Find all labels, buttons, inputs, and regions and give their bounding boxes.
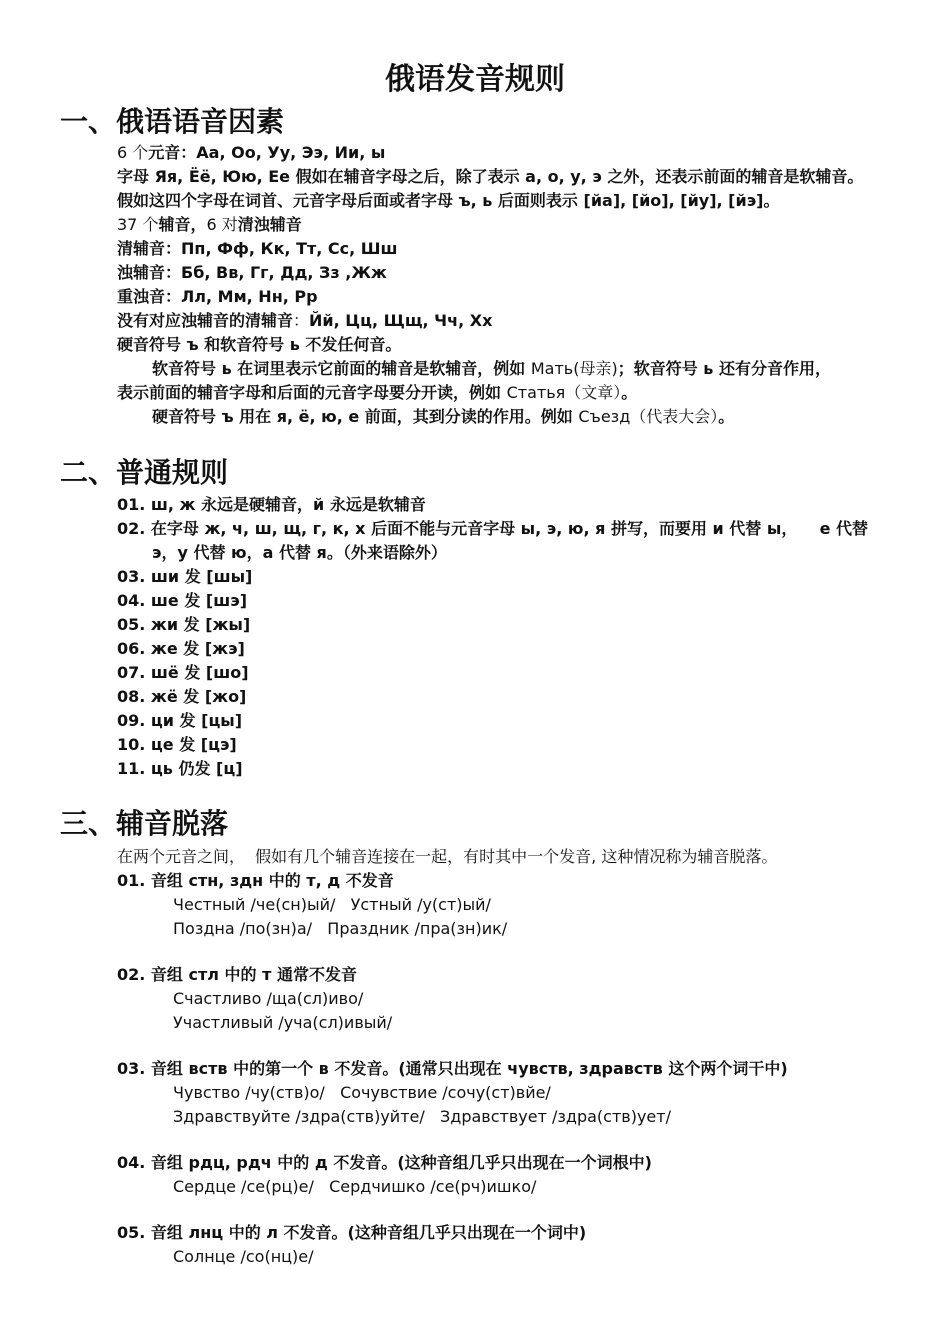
soft-sign-example-2: Статья（文章）: [506, 383, 622, 402]
rule-10: 10. це 发 [цэ]: [117, 735, 237, 754]
soft-sign-rule: [152, 358, 831, 380]
document-title: 俄语发音规则: [385, 62, 565, 97]
rule-04: 04. ше 发 [шэ]: [117, 591, 248, 610]
soft-sign-rule-cont: [117, 382, 637, 404]
signs-rule: 硬音符号 ъ 和软音符号 ь 不发任何音。: [117, 335, 402, 354]
vowels-line: [117, 142, 385, 164]
pairs-count: 6 对: [206, 215, 238, 234]
hard-sign-end: 。: [718, 407, 735, 426]
elision-intro: 在两个元音之间， 假如有几个辅音连接在一起，有时其中一个发音, 这种情况称为辅音脱落。: [117, 847, 778, 866]
group-02-example-1: Счастливо /ща(сл)иво/: [173, 989, 364, 1008]
unpaired-sep: ：: [293, 311, 310, 330]
consonants-line: [117, 214, 302, 236]
rule-09: 09. ци 发 [цы]: [117, 711, 243, 730]
group-01: 01. 音组 стн, здн 中的 т, д 不发音: [117, 871, 394, 890]
iotated-vowels-rule-2: 假如这四个字母在词首、元音字母后面或者字母 ъ, ь 后面则表示 [йа], [йо], [йу], [йэ]。: [117, 191, 780, 210]
group-05-example-1: Солнце /со(нц)е/: [173, 1247, 314, 1266]
consonants-count: 37 个: [117, 215, 159, 234]
vowels-list: 元音：Aa, Oo, Уу, Ээ, Ии, ы: [148, 143, 386, 162]
consonants-label: 辅音，: [158, 215, 207, 234]
hard-sign-text: 硬音符号 ъ 用在 я, ё, ю, е 前面，其到分读的作用。例如: [152, 407, 579, 426]
rule-11: 11. ць 仍发 [ц]: [117, 759, 243, 778]
voiceless-consonants: 清辅音：Пп, Фф, Кк, Тт, Сс, Шш: [117, 239, 398, 258]
group-04-example-1: Сердце /се(рц)е/ Сердчишко /се(рч)ишко/: [173, 1177, 537, 1196]
rule-02-cont: э，у 代替 ю，а 代替 я。（外来语除外）: [152, 543, 447, 562]
hard-sign-rule: [152, 406, 734, 428]
rule-07: 07. шё 发 [шо]: [117, 663, 249, 682]
vowels-count: 6 个: [117, 143, 149, 162]
group-05: 05. 音组 лнц 中的 л 不发音。(这种音组几乎只出现在一个词中): [117, 1223, 587, 1242]
group-04: 04. 音组 рдц, рдч 中的 д 不发音。(这种音组几乎只出现在一个词根中): [117, 1153, 652, 1172]
rule-03: 03. ши 发 [шы]: [117, 567, 253, 586]
unpaired-label: 没有对应浊辅音的清辅音: [117, 311, 294, 330]
group-01-example-2: Поздна /по(зн)а/ Праздник /пра(зн)ик/: [173, 919, 508, 938]
rule-05: 05. жи 发 [жы]: [117, 615, 251, 634]
group-03-example-1: Чувство /чу(ств)о/ Сочувствие /сочу(ст)вйе/: [173, 1083, 551, 1102]
unpaired-consonants: [117, 310, 492, 332]
rule-01: 01. ш, ж 永远是硬辅音，й 永远是软辅音: [117, 495, 426, 514]
soft-sign-text-2: ；软音符号 ь 还有分音作用，: [617, 359, 831, 378]
group-03-example-2: Здравствуйте /здра(ств)уйте/ Здравствует /здра(ств)ует/: [173, 1107, 671, 1126]
section-heading-2: 二、普通规则: [60, 456, 229, 489]
section-heading-3: 三、辅音脱落: [60, 807, 229, 840]
rule-02: 02. 在字母 ж, ч, ш, щ, г, к, х 后面不能与元音字母 ы, э, ю, я 拼写，而要用 и 代替 ы， е 代替: [117, 519, 869, 538]
hard-sign-example: Съезд（代表大会）: [578, 407, 719, 426]
soft-sign-end: 。: [621, 383, 638, 402]
iotated-vowels-rule: 字母 Яя, Ёё, Юю, Ее 假如在辅音字母之后，除了表示 а, о, у, э 之外，还表示前面的辅音是软辅音。: [117, 167, 864, 186]
soft-sign-text-3: 表示前面的辅音字母和后面的元音字母要分开读，例如: [117, 383, 507, 402]
unpaired-list: Йй, Цц, Щщ, Чч, Хх: [309, 311, 493, 330]
rule-06: 06. же 发 [жэ]: [117, 639, 245, 658]
voiced-consonants: 浊辅音：Бб, Вв, Гг, Дд, Зз ,Жж: [117, 263, 387, 282]
soft-sign-example: Мать(母亲): [530, 359, 618, 378]
sonorant-consonants: 重浊音：Лл, Мм, Нн, Рр: [117, 287, 318, 306]
section-heading-1: 一、俄语语音因素: [60, 105, 285, 138]
group-02-example-2: Участливый /уча(сл)ивый/: [173, 1013, 393, 1032]
soft-sign-text: 软音符号 ь 在词里表示它前面的辅音是软辅音，例如: [152, 359, 531, 378]
group-01-example-1: Честный /че(сн)ый/ Устный /у(ст)ый/: [173, 895, 491, 914]
group-03: 03. 音组 вств 中的第一个 в 不发音。(通常只出现在 чувств, здравств 这个两个词干中): [117, 1059, 788, 1078]
rule-08: 08. жё 发 [жо]: [117, 687, 247, 706]
pairs-label: 清浊辅音: [237, 215, 302, 234]
group-02: 02. 音组 стл 中的 т 通常不发音: [117, 965, 357, 984]
